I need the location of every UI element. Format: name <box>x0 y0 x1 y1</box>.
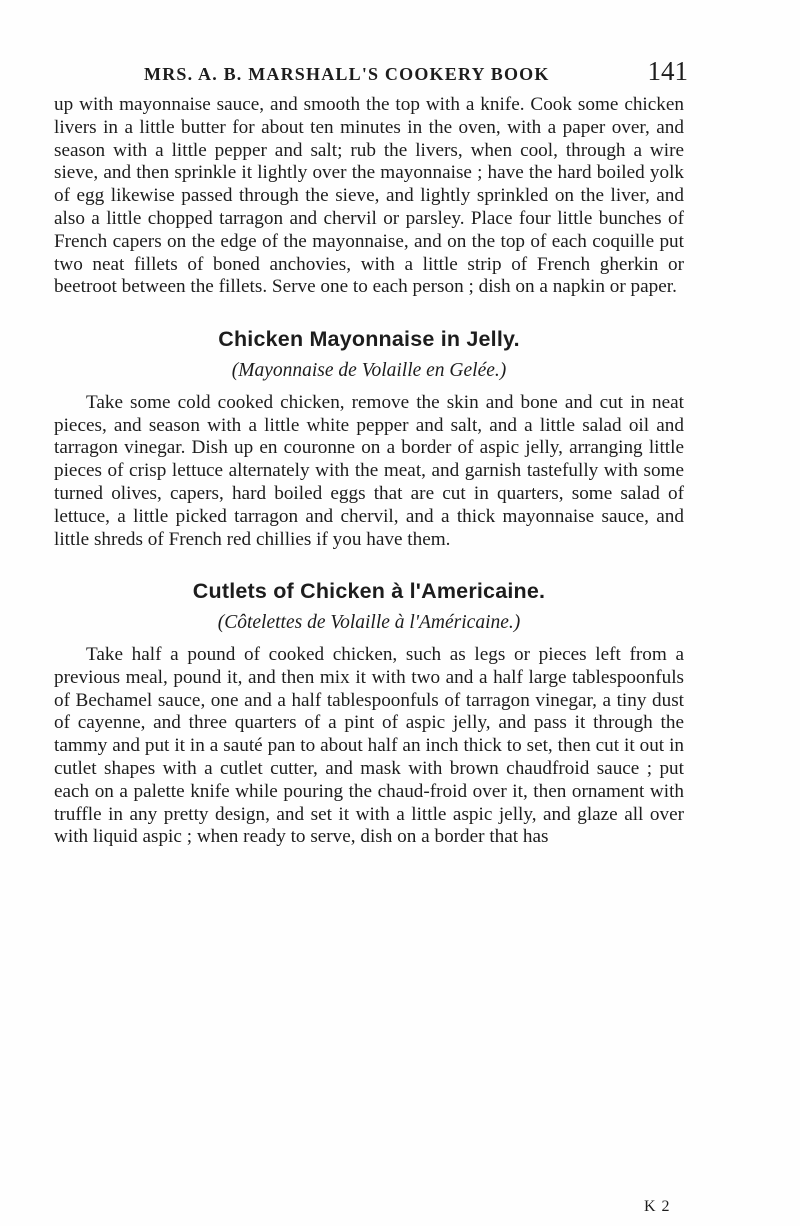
page-number: 141 <box>647 56 688 86</box>
recipe-title: Chicken Mayonnaise in Jelly. <box>218 327 520 352</box>
running-head <box>68 56 688 92</box>
recipe-body: Take half a pound of cooked chicken, such as legs or pieces left from a previous meal, pound it, and then mix it with two and a half large tablespoonfuls of Bechamel sauce, one and a half tablespoonfuls of tarragon vinegar, a tiny dust of cayenne, and three quarters of a pint of aspic jelly, and pass it through the tammy and put it in a sauté pan to about half an inch thick to set, then cut it out in cutlet shapes with a cutlet cutter, and mask with brown chaudfroid sauce ; put each on a palette knife while pouring the chaud-froid over it, then ornament with truffle in any pretty design, and set it with a little aspic jelly, and glaze all over with liquid aspic ; when ready to serve, dish on a border that has <box>54 643 684 848</box>
running-title: MRS. A. B. MARSHALL'S COOKERY BOOK <box>144 64 550 84</box>
recipe-body: Take some cold cooked chicken, remove the skin and bone and cut in neat pieces, and season with a little white pepper and salt, and a little salad oil and tarragon vinegar. Dish up en couronne on a border of aspic jelly, arranging little pieces of crisp lettuce alternately with the meat, and garnish tastefully with some turned olives, capers, hard boiled eggs that are cut in quarters, some salad of lettuce, a little picked tarragon and chervil, and a thick mayonnaise sauce, and little shreds of French red chillies if you have them. <box>54 391 684 550</box>
recipe-french-title: (Mayonnaise de Volaille en Gelée.) <box>231 359 507 381</box>
recipe-title: Cutlets of Chicken à l'Americaine. <box>192 579 546 604</box>
continued-paragraph: up with mayonnaise sauce, and smooth the top with a knife. Cook some chicken livers in a little butter for about ten minutes in the oven, with a paper over, and season with a little pepper and salt; rub the livers, when cool, through a wire sieve, and then sprinkle it lightly over the mayonnaise ; have the hard boiled yolk of egg likewise passed through the sieve, and lightly sprinkled on the liver, and also a little chopped tarragon and chervil or parsley. Place four little bunches of French capers on the edge of the mayonnaise, and on the top of each coquille put two neat fillets of boned anchovies, with a little strip of French gherkin or beetroot between the fillets. Serve one to each person ; dish on a napkin or paper. <box>54 94 684 298</box>
page-text <box>54 94 684 849</box>
recipe-french-title: (Côtelettes de Volaille à l'Américaine.) <box>217 612 521 634</box>
signature-mark: K 2 <box>644 1198 671 1215</box>
